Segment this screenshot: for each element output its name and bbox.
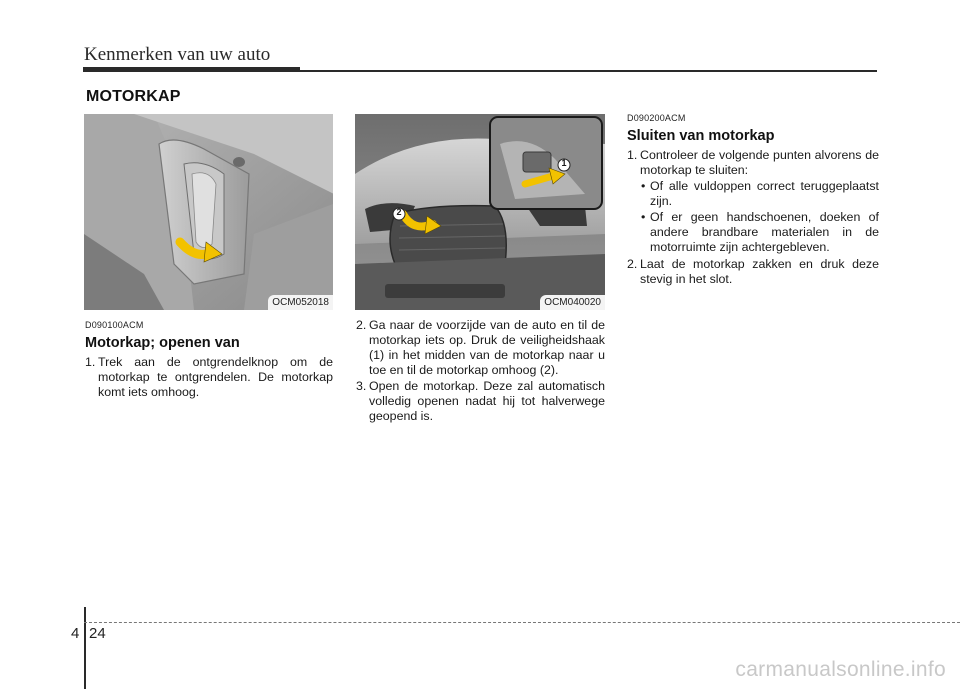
page-header-title: Kenmerken van uw auto: [84, 44, 271, 65]
safety-catch-figure: [355, 114, 605, 310]
chapter-number: 4: [71, 625, 80, 642]
step-number: 3.: [356, 379, 367, 393]
watermark: carmanualsonline.info: [735, 658, 946, 681]
callout-2-label: 2: [396, 207, 402, 217]
step-number: 2.: [627, 257, 638, 271]
step-text: Laat de motorkap zakken en druk deze stevig in het slot.: [640, 257, 879, 286]
header-rule-thin: [300, 70, 877, 72]
footer-dashed-rule: [84, 622, 960, 623]
opening-heading: Motorkap; openen van: [85, 335, 240, 351]
list-item: [627, 148, 879, 178]
bullet-item: [640, 179, 879, 209]
opening-column-2: [356, 318, 605, 425]
list-item: [356, 318, 605, 378]
callout-1-label: 1: [561, 158, 567, 168]
closing-heading: Sluiten van motorkap: [627, 128, 775, 144]
list-item: [356, 379, 605, 424]
figure-code-label: OCM040020: [540, 295, 605, 310]
step-text: Ga naar de voorzijde van de auto en til de motorkap iets op. Druk de veiligheidshaak (1) in het midden van de motorkap naar u toe en til de motorkap omhoog (2).: [369, 318, 605, 377]
step-number: 2.: [356, 318, 367, 332]
step-number: 1.: [627, 148, 638, 162]
bullet-group: [627, 179, 879, 256]
car-front-illustration: [355, 114, 605, 310]
footer-vertical-rule: [84, 607, 86, 689]
release-lever-illustration: [84, 114, 333, 310]
section-code: D090100ACM: [85, 320, 144, 330]
bullet-text: Of er geen handschoenen, doeken of andere brandbare materialen in de motorruimte zijn achtergebleven.: [650, 210, 879, 254]
bullet-text: Of alle vuldoppen correct teruggeplaatst zijn.: [650, 179, 879, 208]
release-lever-figure: [84, 114, 333, 310]
step-text: Controleer de volgende punten alvorens de motorkap te sluiten:: [640, 148, 879, 177]
closing-column: [627, 111, 879, 288]
list-item: [627, 257, 879, 287]
step-number: 1.: [85, 355, 96, 369]
step-text: Open de motorkap. Deze zal automatisch volledig openen nadat hij tot halverwege geopend is.: [369, 379, 605, 423]
section-code: D090200ACM: [627, 113, 686, 123]
figure-code-label: OCM052018: [268, 295, 333, 310]
bullet-item: [640, 210, 879, 255]
page-number: 24: [89, 625, 106, 642]
opening-column-1: [85, 318, 333, 401]
bullet-dot: •: [641, 210, 646, 224]
header-rule-thick: [83, 67, 300, 72]
section-title: MOTORKAP: [86, 88, 181, 105]
list-item: [85, 355, 333, 400]
step-text: Trek aan de ontgrendelknop om de motorkap te ontgrendelen. De motorkap komt iets omhoog.: [98, 355, 333, 399]
bullet-dot: •: [641, 179, 646, 193]
